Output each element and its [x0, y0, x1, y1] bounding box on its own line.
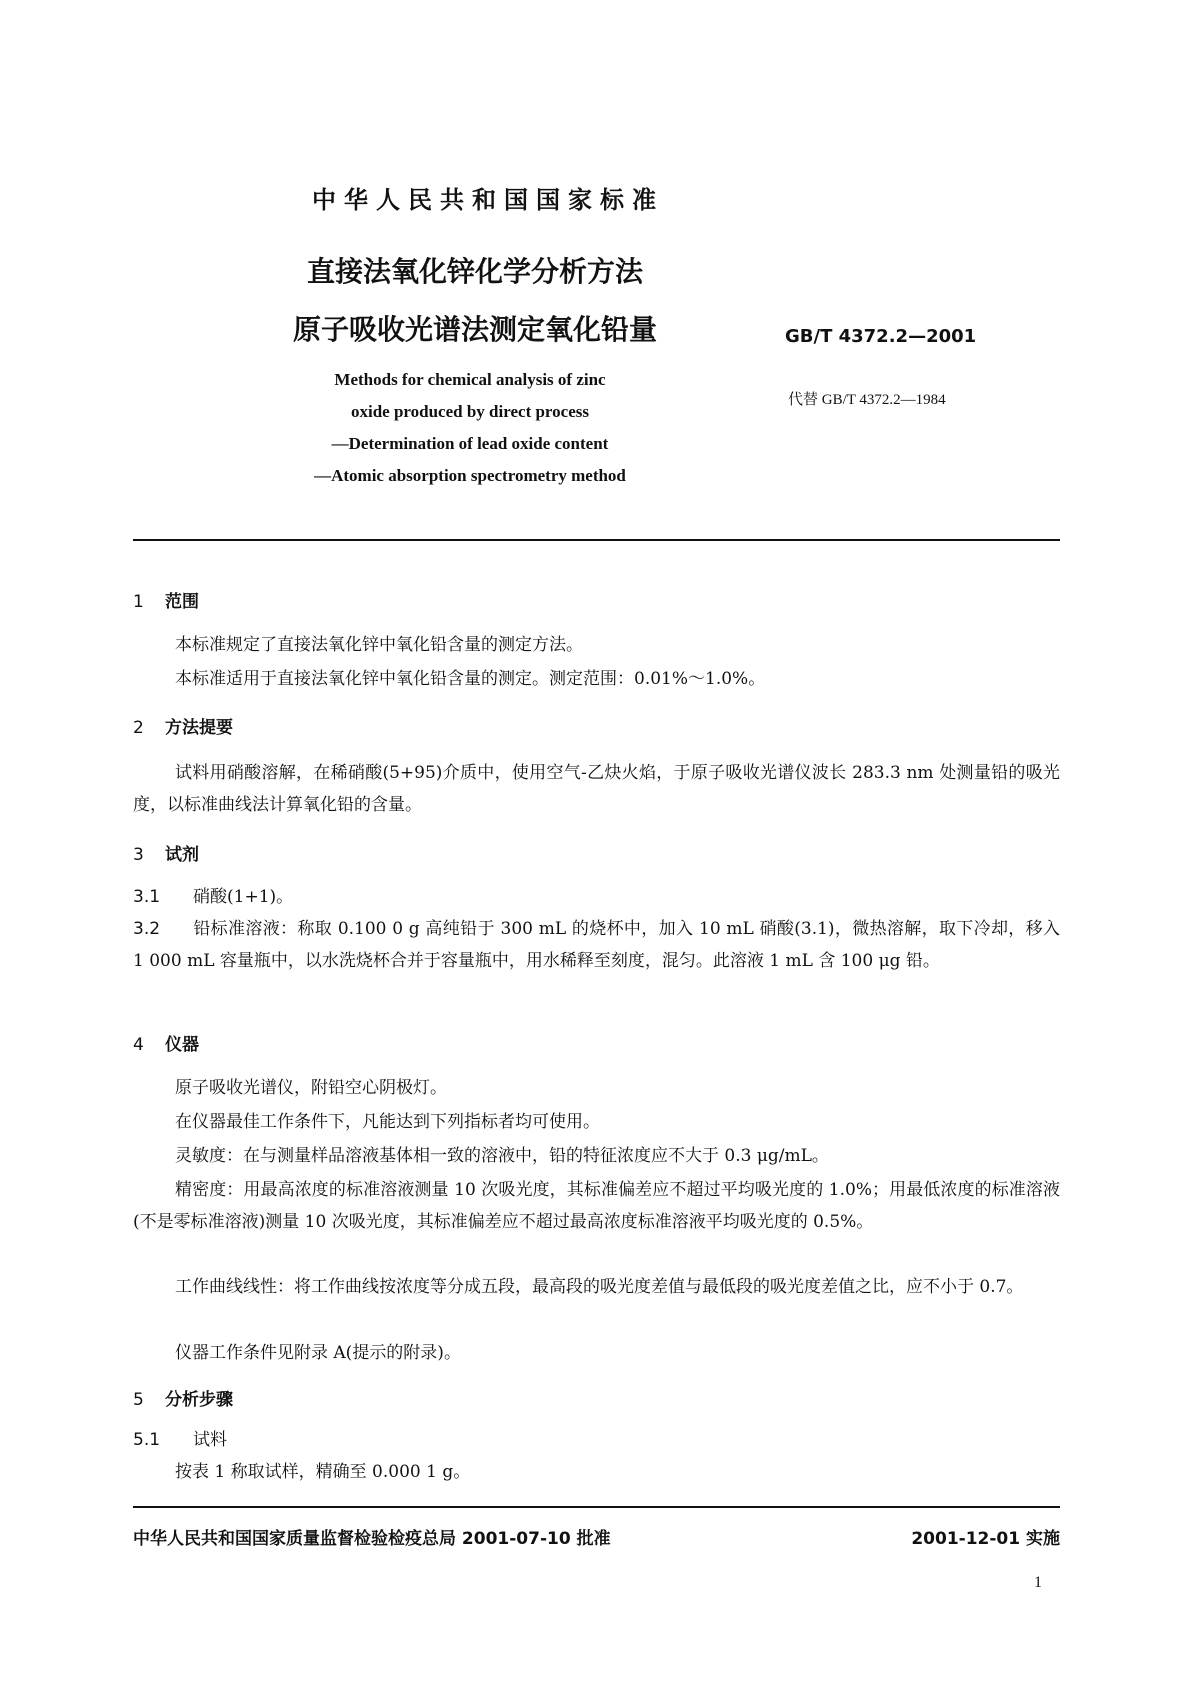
section-number: 1	[133, 592, 144, 612]
item-number: 3.2	[133, 919, 161, 939]
section-number: 4	[133, 1035, 144, 1055]
section-3-heading	[133, 840, 199, 865]
paragraph: 本标准规定了直接法氧化锌中氧化铅含量的测定方法。	[175, 635, 583, 655]
english-title-line-3: —Determination of lead oxide content	[331, 434, 609, 453]
section-1-heading	[133, 587, 199, 612]
english-title-line-2: oxide produced by direct process	[350, 402, 589, 421]
chinese-title-line-2: 原子吸收光谱法测定氧化铅量	[292, 313, 657, 346]
approval-statement: 中华人民共和国国家质量监督检验检疫总局 2001-07-10 批准	[133, 1529, 611, 1549]
item-number: 5.1	[133, 1430, 161, 1450]
section-title: 试剂	[165, 845, 199, 865]
replaces-standard: 代替 GB/T 4372.2—1984	[788, 392, 946, 408]
paragraph: 按表 1 称取试样，精确至 0.000 1 g。	[175, 1462, 471, 1482]
paragraph: 在仪器最佳工作条件下，凡能达到下列指标者均可使用。	[175, 1112, 600, 1132]
section-2-heading	[133, 713, 233, 738]
section-title: 方法提要	[165, 718, 233, 738]
section-title: 仪器	[165, 1035, 199, 1055]
header-divider	[133, 539, 1060, 541]
section-number: 2	[133, 718, 144, 738]
item-text: 铅标准溶液：称取 0.100 0 g 高纯铅于 300 mL 的烧杯中，加入 10 mL 硝酸(3.1)，微热溶解，取下冷却，移入 1 000 mL 容量瓶中，以水洗烧杯合并于容量瓶中，用水稀释至刻度，混匀。此溶液 1 mL 含 100 μg 铅。	[133, 919, 1060, 971]
english-title-line-4: —Atomic absorption spectrometry method	[314, 466, 626, 485]
section-4-heading	[133, 1030, 199, 1055]
item-5-1	[133, 1424, 1060, 1456]
section-title: 分析步骤	[165, 1390, 233, 1410]
section-5-heading	[133, 1385, 233, 1410]
item-text: 试料	[193, 1430, 227, 1450]
paragraph: 工作曲线线性：将工作曲线按浓度等分成五段，最高段的吸光度差值与最低段的吸光度差值之比，应不小于 0.7。	[175, 1277, 1024, 1297]
implementation-date: 2001-12-01 实施	[911, 1529, 1060, 1549]
section-number: 5	[133, 1390, 144, 1410]
item-3-2	[133, 913, 1060, 977]
paragraph: 仪器工作条件见附录 A(提示的附录)。	[175, 1343, 461, 1363]
paragraph: 精密度：用最高浓度的标准溶液测量 10 次吸光度，其标准偏差应不超过平均吸光度的 1.0%；用最低浓度的标准溶液(不是零标准溶液)测量 10 次吸光度，其标准偏差应不超过最高浓度标准溶液平均吸光度的 0.5%。	[133, 1180, 1060, 1232]
footer-divider	[133, 1506, 1060, 1508]
chinese-title-line-1: 直接法氧化锌化学分析方法	[306, 255, 643, 288]
english-title-line-1: Methods for chemical analysis of zinc	[334, 370, 606, 389]
item-3-1	[133, 881, 1060, 913]
paragraph: 试料用硝酸溶解，在稀硝酸(5+95)介质中，使用空气-乙炔火焰，于原子吸收光谱仪波长 283.3 nm 处测量铅的吸光度，以标准曲线法计算氧化铅的含量。	[133, 763, 1060, 815]
item-text: 硝酸(1+1)。	[193, 887, 294, 907]
paragraph: 原子吸收光谱仪，附铅空心阴极灯。	[175, 1078, 447, 1098]
section-number: 3	[133, 845, 144, 865]
item-number: 3.1	[133, 887, 161, 907]
section-title: 范围	[165, 592, 199, 612]
page-number: 1	[1034, 1574, 1042, 1591]
standard-number: GB/T 4372.2—2001	[785, 326, 977, 347]
paragraph: 本标准适用于直接法氧化锌中氧化铅含量的测定。测定范围：0.01%～1.0%。	[175, 669, 766, 689]
national-standard-heading: 中华人民共和国国家标准	[312, 186, 664, 214]
paragraph: 灵敏度：在与测量样品溶液基体相一致的溶液中，铅的特征浓度应不大于 0.3 μg/mL。	[175, 1146, 829, 1166]
